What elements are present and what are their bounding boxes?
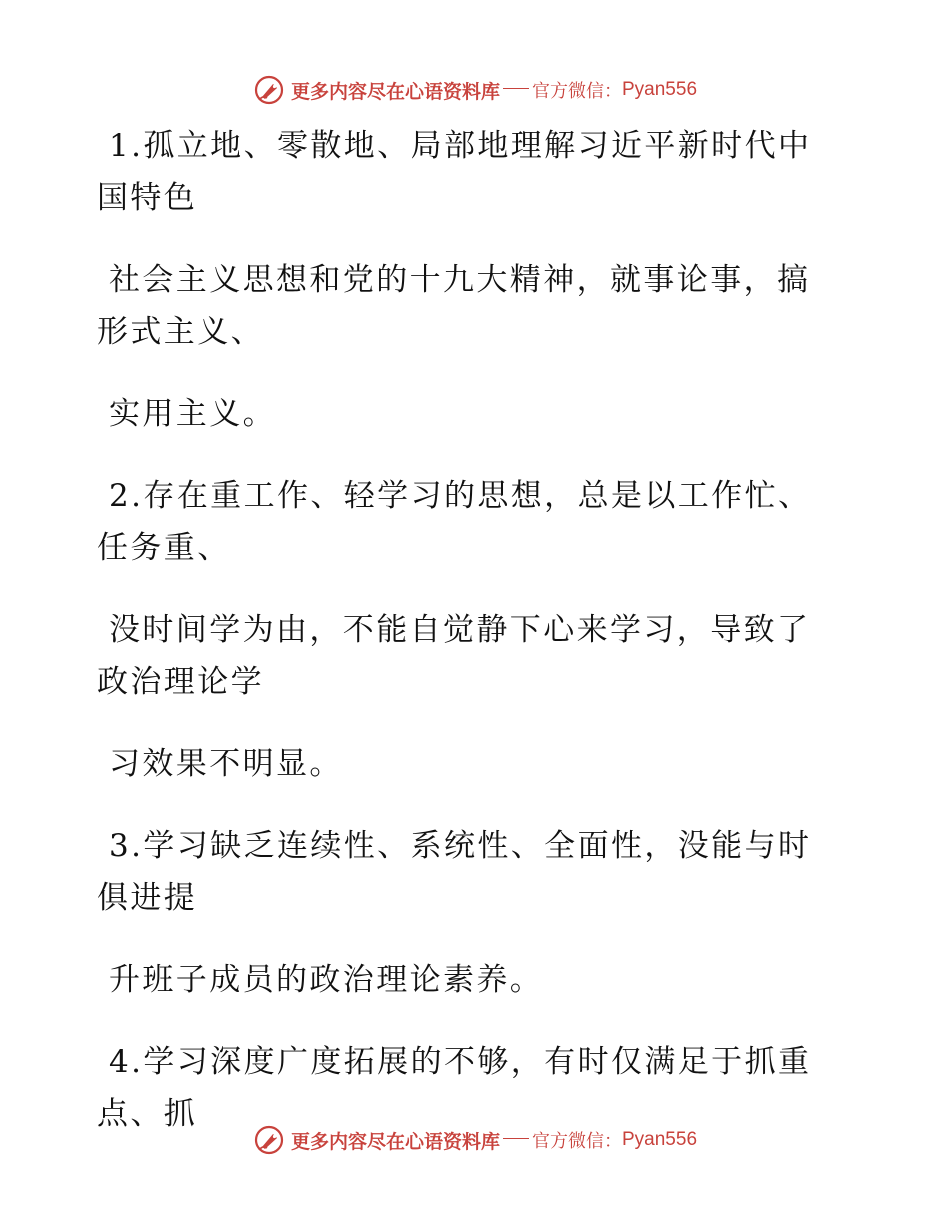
paragraph-line: 政治理论学 (97, 664, 264, 700)
pen-nib-logo-icon (253, 74, 285, 106)
paragraph-line: 点、抓 (97, 1096, 198, 1132)
paragraph-8 (97, 954, 837, 1006)
banner-dash-divider (503, 1138, 529, 1139)
banner-dash-divider (503, 88, 529, 89)
header-watermark-banner (0, 70, 950, 110)
banner-wechat-id: Pyan556 (622, 1129, 698, 1150)
paragraph-line: 习效果不明显。 (109, 746, 343, 782)
paragraph-line: 社会主义思想和党的十九大精神，就事论事，搞 (109, 262, 811, 298)
banner-wechat-label: 官方微信： (532, 1131, 622, 1152)
paragraph-line: 国特色 (97, 180, 198, 216)
paragraph-line: 俱进提 (97, 880, 198, 916)
paragraph-6 (97, 738, 837, 790)
footer-watermark-banner (0, 1120, 950, 1160)
paragraph-5 (97, 604, 837, 708)
paragraph-line: 4.学习深度广度拓展的不够，有时仅满足于抓重 (109, 1044, 812, 1080)
paragraph-line: 任务重、 (97, 530, 231, 566)
paragraph-line: 形式主义、 (97, 314, 264, 350)
paragraph-line: 没时间学为由，不能自觉静下心来学习，导致了 (109, 612, 811, 648)
banner-wechat-id: Pyan556 (622, 79, 698, 100)
document-body (97, 120, 837, 1170)
banner-wechat-label: 官方微信： (532, 81, 622, 102)
paragraph-line: 2.存在重工作、轻学习的思想，总是以工作忙、 (109, 478, 812, 514)
paragraph-line: 升班子成员的政治理论素养。 (109, 962, 544, 998)
paragraph-line: 1.孤立地、零散地、局部地理解习近平新时代中 (109, 128, 812, 164)
banner-site-text: 更多内容尽在心语资料库 (290, 1130, 500, 1153)
paragraph-4 (97, 470, 837, 574)
paragraph-3 (97, 388, 837, 440)
paragraph-line: 实用主义。 (109, 396, 276, 432)
pen-nib-logo-icon (253, 1124, 285, 1156)
banner-site-text: 更多内容尽在心语资料库 (290, 80, 500, 103)
paragraph-line: 3.学习缺乏连续性、系统性、全面性，没能与时 (109, 828, 812, 864)
paragraph-2 (97, 254, 837, 358)
paragraph-1 (97, 120, 837, 224)
paragraph-7 (97, 820, 837, 924)
